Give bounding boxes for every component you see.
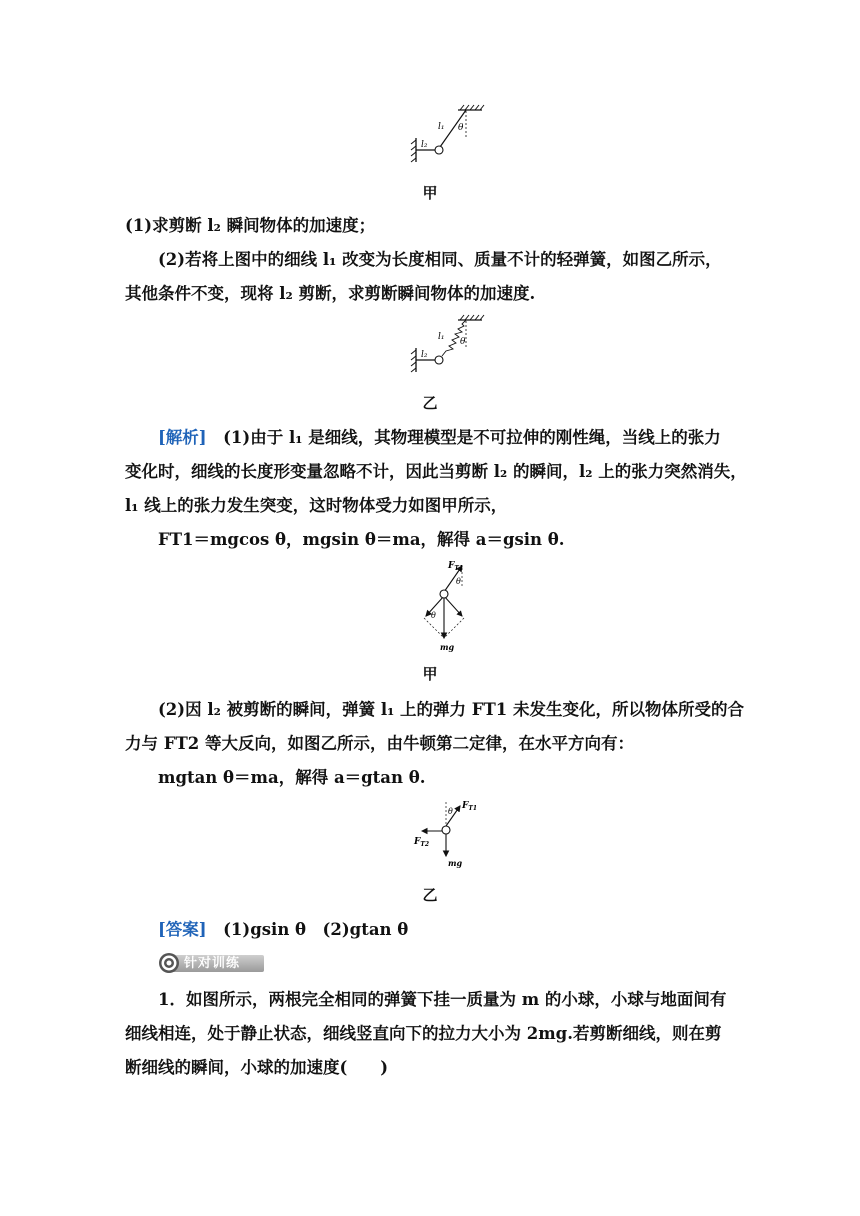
label-ft1: $F_{T1}$	[462, 801, 478, 812]
target-icon	[158, 952, 180, 974]
caption-yi-force: 乙	[422, 886, 438, 904]
label-ft1: $F_{T1}$	[448, 561, 464, 572]
practice-line-3: 断细线的瞬间，小球的加速度( )	[125, 1058, 389, 1077]
label-l1: l₁	[438, 122, 445, 132]
practice-line-2: 细线相连，处于静止状态，细线竖直向下的拉力大小为 2mg.若剪断细线，则在剪	[125, 1024, 722, 1043]
question-1: (1)求剪断 l₂ 瞬间物体的加速度；	[125, 216, 376, 235]
answer-label: [答案]	[158, 920, 207, 939]
label-theta: θ	[448, 807, 453, 816]
label-mg: mg	[440, 642, 455, 652]
analysis-label: [解析]	[158, 428, 207, 447]
question-2-line-1: (2)若将上图中的细线 l₁ 改变为长度相同、质量不计的轻弹簧，如图乙所示，	[158, 250, 722, 269]
equation-2: mgtan θ＝ma，解得 a＝gtan θ.	[158, 768, 426, 787]
analysis-line-4: (2)因 l₂ 被剪断的瞬间，弹簧 l₁ 上的弹力 FT1 未发生变化，所以物体所受的合	[158, 700, 745, 719]
label-theta-top: θ	[456, 577, 461, 586]
label-l2: l₂	[421, 350, 428, 360]
label-theta-bottom: θ	[431, 611, 436, 620]
label-theta: θ	[458, 123, 464, 133]
badge-text: 针对训练	[184, 956, 241, 971]
figure-force-diagram-yi	[410, 796, 490, 872]
question-2-line-2: 其他条件不变，现将 l₂ 剪断，求剪断瞬间物体的加速度.	[125, 284, 536, 303]
label-l1: l₁	[438, 332, 445, 342]
equation-1: FT1＝mgcos θ，mgsin θ＝ma，解得 a＝gsin θ.	[158, 530, 565, 549]
analysis-line-3: l₁ 线上的张力发生突变，这时物体受力如图甲所示，	[125, 496, 508, 515]
caption-yi-spring: 乙	[422, 394, 438, 412]
analysis-line-2: 变化时，细线的长度形变量忽略不计，因此当剪断 l₂ 的瞬间，l₂ 上的张力突然消失，	[125, 462, 747, 481]
figure-rope-diagram	[404, 102, 494, 168]
analysis-line-1: [解析] (1)由于 l₁ 是细线，其物理模型是不可拉伸的刚性绳，当线上的张力	[158, 428, 721, 447]
practice-line-1: 1．如图所示，两根完全相同的弹簧下挂一质量为 m 的小球，小球与地面间有	[158, 990, 727, 1009]
figure-spring-diagram	[404, 312, 494, 378]
answer-text: (1)gsin θ (2)gtan θ	[206, 920, 409, 939]
caption-jia-force: 甲	[422, 665, 438, 683]
analysis-line-5: 力与 FT2 等大反向，如图乙所示，由牛顿第二定律，在水平方向有：	[125, 734, 634, 753]
answer-line	[158, 917, 778, 943]
label-l2: l₂	[421, 140, 428, 150]
label-ft2: $F_{T2}$	[414, 837, 430, 848]
label-mg: mg	[448, 858, 463, 868]
figure-force-diagram-jia	[410, 556, 486, 652]
practice-badge	[158, 952, 266, 974]
caption-jia-top: 甲	[422, 184, 438, 202]
label-theta: θ	[460, 337, 466, 347]
